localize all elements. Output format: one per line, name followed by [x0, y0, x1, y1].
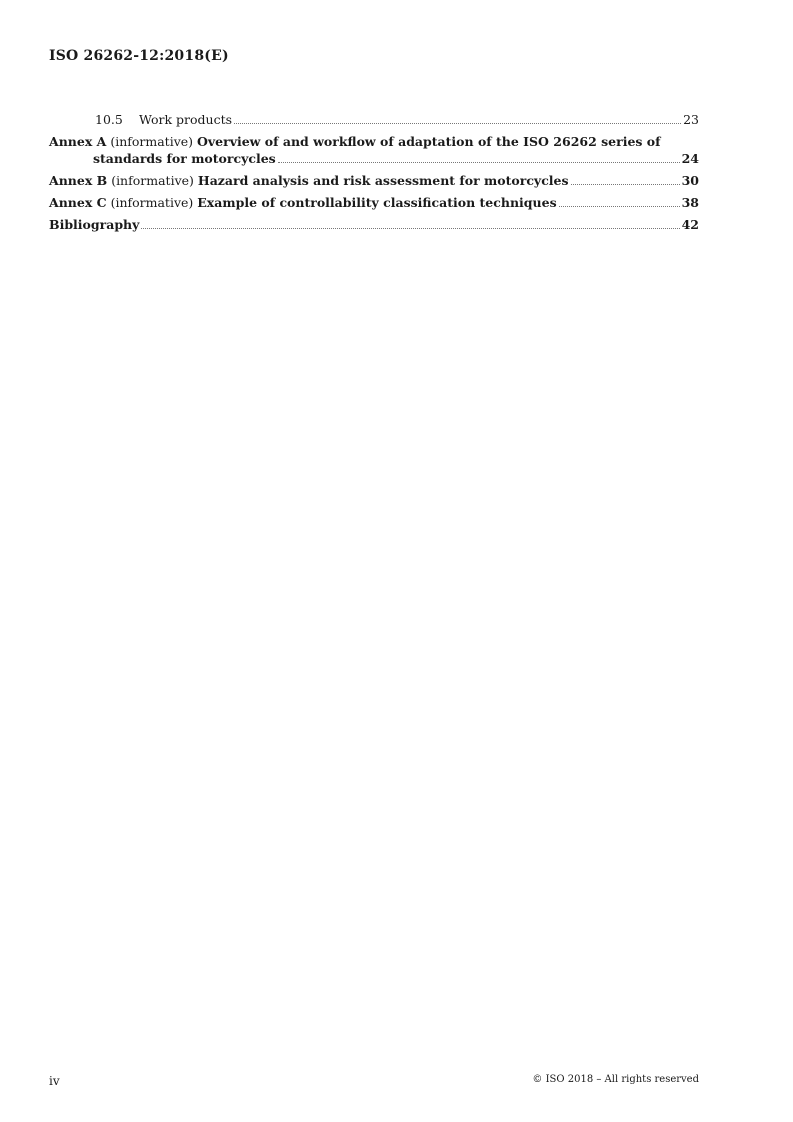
toc-entry-page: 23	[683, 112, 699, 127]
dot-leader	[234, 123, 681, 124]
annex-type: (informative)	[110, 195, 194, 210]
toc-entry-annex-b[interactable]	[49, 172, 699, 189]
toc-entry-page: 42	[681, 217, 699, 232]
annex-type: (informative)	[110, 134, 194, 149]
annex-title: Example of controllability classification techniques	[197, 195, 557, 210]
toc-entry-annex-c[interactable]	[49, 194, 699, 211]
copyright-notice: © ISO 2018 – All rights reserved	[532, 1074, 699, 1085]
dot-leader	[571, 184, 680, 185]
toc-entry-number: 10.5	[95, 112, 123, 127]
toc-entry-page: 30	[681, 173, 699, 188]
toc-entry-label: Work products	[139, 112, 233, 127]
dot-leader	[278, 162, 680, 163]
annex-label: Annex B	[49, 173, 108, 188]
annex-label: Annex C	[49, 195, 107, 210]
dot-leader	[559, 206, 680, 207]
page-number: iv	[49, 1074, 60, 1088]
toc-entry-page: 38	[681, 195, 699, 210]
dot-leader	[141, 228, 679, 229]
annex-title-line1: Overview of and workflow of adaptation of the ISO 26262 series of	[197, 134, 661, 149]
bibliography-label: Bibliography	[49, 217, 140, 232]
table-of-contents	[49, 111, 699, 238]
toc-entry-annex-a[interactable]	[49, 133, 699, 167]
annex-label: Annex A	[49, 134, 107, 149]
annex-type: (informative)	[111, 173, 194, 188]
toc-entry-bibliography[interactable]	[49, 216, 699, 233]
toc-entry-page: 24	[681, 151, 699, 166]
annex-title: Hazard analysis and risk assessment for motorcycles	[197, 173, 569, 188]
toc-entry-10-5[interactable]	[49, 111, 699, 128]
document-header: ISO 26262-12:2018(E)	[49, 48, 229, 64]
annex-title-line2: standards for motorcycles	[93, 151, 276, 166]
